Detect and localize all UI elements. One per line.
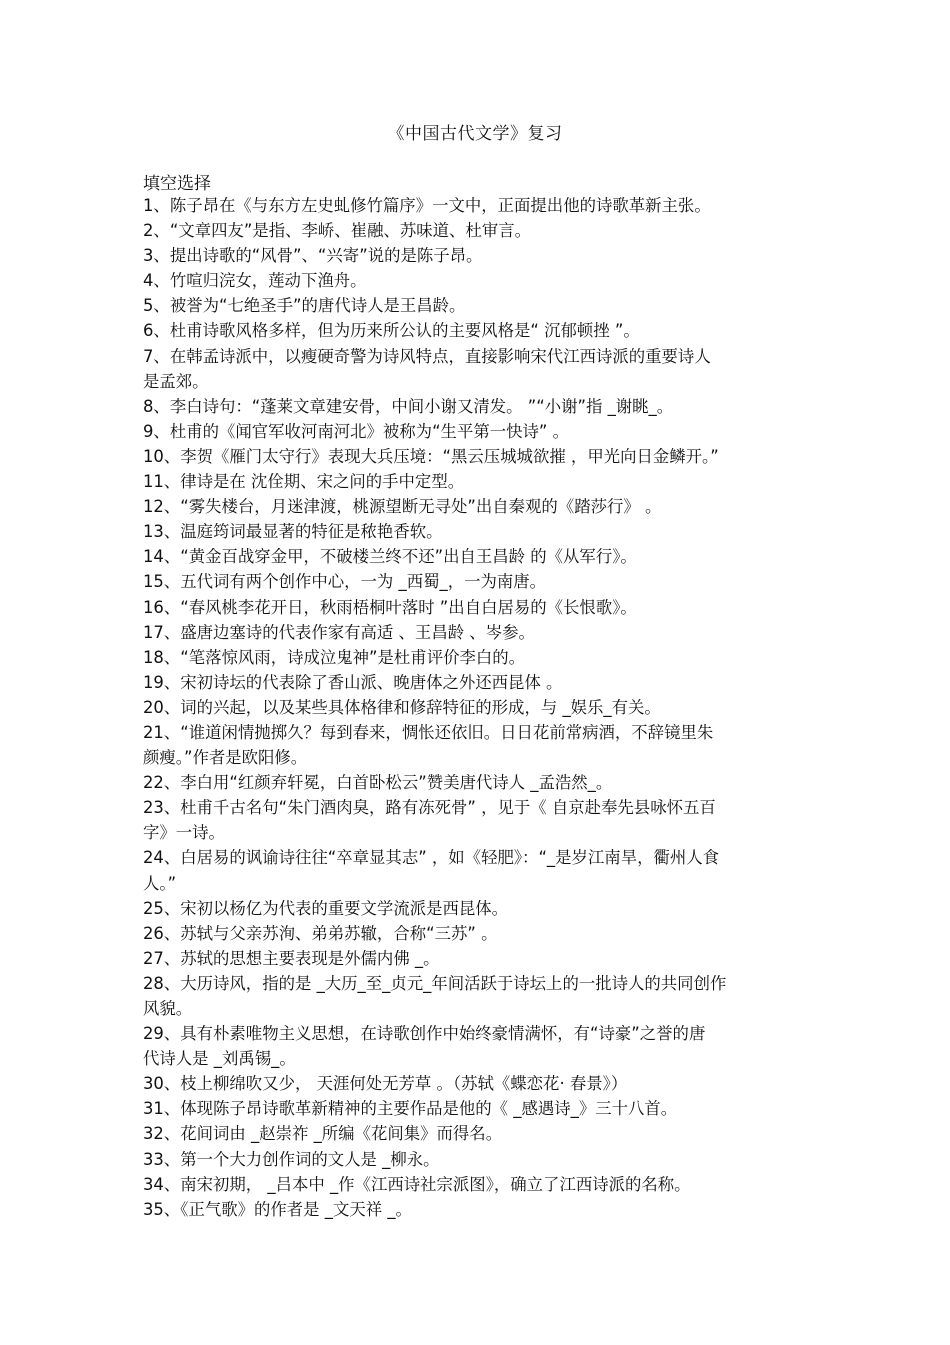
- page-title: 《中国古代文学》复习: [387, 124, 563, 144]
- text-line: 13、温庭筠词最显著的特征是秾艳香软。: [143, 522, 443, 542]
- text-line: 7、在韩孟诗派中，以瘦硬奇警为诗风特点，直接影响宋代江西诗派的重要诗人: [143, 346, 711, 366]
- text-line: 16、“春风桃李花开日，秋雨梧桐叶落时 ”出自白居易的《长恨歌》。: [143, 597, 637, 617]
- text-line: 风貌。: [143, 999, 193, 1018]
- text-line: 28、大历诗风，指的是 _大历_至_贞元_年间活跃于诗坛上的一批诗人的共同创作: [143, 973, 727, 993]
- text-line: 21、“谁道闲情抛掷久？每到春来，惆怅还依旧。日日花前常病酒，不辞镜里朱: [143, 722, 714, 742]
- text-line: 29、具有朴素唯物主义思想，在诗歌创作中始终豪情满怀，有“诗豪”之誉的唐: [143, 1024, 706, 1044]
- text-line: 3、提出诗歌的“风骨”、“兴寄”说的是陈子昂。: [143, 246, 483, 266]
- text-line: 人。”: [143, 873, 177, 893]
- text-line: 15、五代词有两个创作中心，一为 _西蜀_，一为南唐。: [143, 572, 547, 592]
- text-line: 32、花间词由 _赵崇祚 _所编《花间集》而得名。: [143, 1124, 503, 1144]
- text-line: 5、被誉为“七绝圣手”的唐代诗人是王昌龄。: [143, 296, 466, 316]
- text-line: 30、枝上柳绵吹又少， 天涯何处无芳草 。（苏轼《蝶恋花· 春景》）: [143, 1074, 628, 1094]
- text-line: 34、南宋初期， _吕本中 _作《江西诗社宗派图》，确立了江西诗派的名称。: [143, 1174, 691, 1194]
- text-line: 11、律诗是在 沈佺期、宋之问的手中定型。: [143, 472, 465, 492]
- text-line: 字》一诗。: [143, 823, 225, 843]
- question-list: [143, 193, 823, 1222]
- text-line: 26、苏轼与父亲苏洵、弟弟苏辙，合称“三苏” 。: [143, 923, 498, 943]
- text-line: 9、杜甫的《闻官军收河南河北》被称为“生平第一快诗” 。: [143, 421, 569, 441]
- text-line: 12、“雾失楼台，月迷津渡，桃源望断无寻处”出自秦观的《踏莎行》 。: [143, 497, 662, 517]
- text-line: 27、苏轼的思想主要表现是外儒内佛 _。: [143, 948, 440, 968]
- text-line: 2、“文章四友”是指、李峤、崔融、苏味道、杜审言。: [143, 221, 532, 241]
- text-line: 1、陈子昂在《与东方左史虬修竹篇序》一文中，正面提出他的诗歌革新主张。: [143, 196, 711, 215]
- text-line: 10、李贺《雁门太守行》表现大兵压境：“黑云压城城欲摧 ，甲光向日金鳞开。”: [143, 446, 719, 466]
- text-line: 8、李白诗句：“蓬莱文章建安骨，中间小谢又清发。 ”“小谢”指 _谢眺_。: [143, 396, 674, 416]
- text-line: 17、盛唐边塞诗的代表作家有高适 、王昌龄 、岑参。: [143, 622, 535, 642]
- text-line: 14、“黄金百战穿金甲，不破楼兰终不还”出自王昌龄 的《从军行》。: [143, 547, 637, 567]
- text-line: 4、竹喧归浣女，莲动下渔舟。: [143, 271, 367, 291]
- text-line: 19、宋初诗坛的代表除了香山派、晚唐体之外还西昆体 。: [143, 672, 563, 692]
- text-line: 31、体现陈子昂诗歌革新精神的主要作品是他的《 _感遇诗_》三十八首。: [143, 1099, 678, 1119]
- text-line: 22、李白用“红颜弃轩冕，白首卧松云”赞美唐代诗人 _孟浩然_。: [143, 773, 613, 793]
- text-line: 35、《正气歌》的作者是 _文天祥 _。: [143, 1199, 412, 1219]
- text-line: 18、“笔落惊风雨，诗成泣鬼神”是杜甫评价李白的。: [143, 647, 526, 667]
- text-line: 25、宋初以杨亿为代表的重要文学流派是西昆体。: [143, 898, 509, 918]
- section-heading: 填空选择: [143, 174, 211, 194]
- text-line: 6、杜甫诗歌风格多样，但为历来所公认的主要风格是“ 沉郁顿挫 ”。: [143, 321, 640, 341]
- text-line: 24、白居易的讽谕诗往往“卒章显其志” ，如《轻肥》：“_是岁江南旱，衢州人食: [143, 848, 720, 868]
- text-line: 是孟郊。: [143, 371, 209, 391]
- text-line: 颜瘦。”作者是欧阳修。: [143, 748, 308, 768]
- text-line: 33、第一个大力创作词的文人是 _柳永。: [143, 1149, 440, 1169]
- text-line: 20、词的兴起，以及某些具体格律和修辞特征的形成，与 _娱乐_有关。: [143, 697, 661, 717]
- text-line: 23、杜甫千古名句“朱门酒肉臭，路有冻死骨” ，见于《 自京赴奉先县咏怀五百: [143, 798, 716, 818]
- text-line: 代诗人是 _刘禹锡_。: [143, 1049, 296, 1069]
